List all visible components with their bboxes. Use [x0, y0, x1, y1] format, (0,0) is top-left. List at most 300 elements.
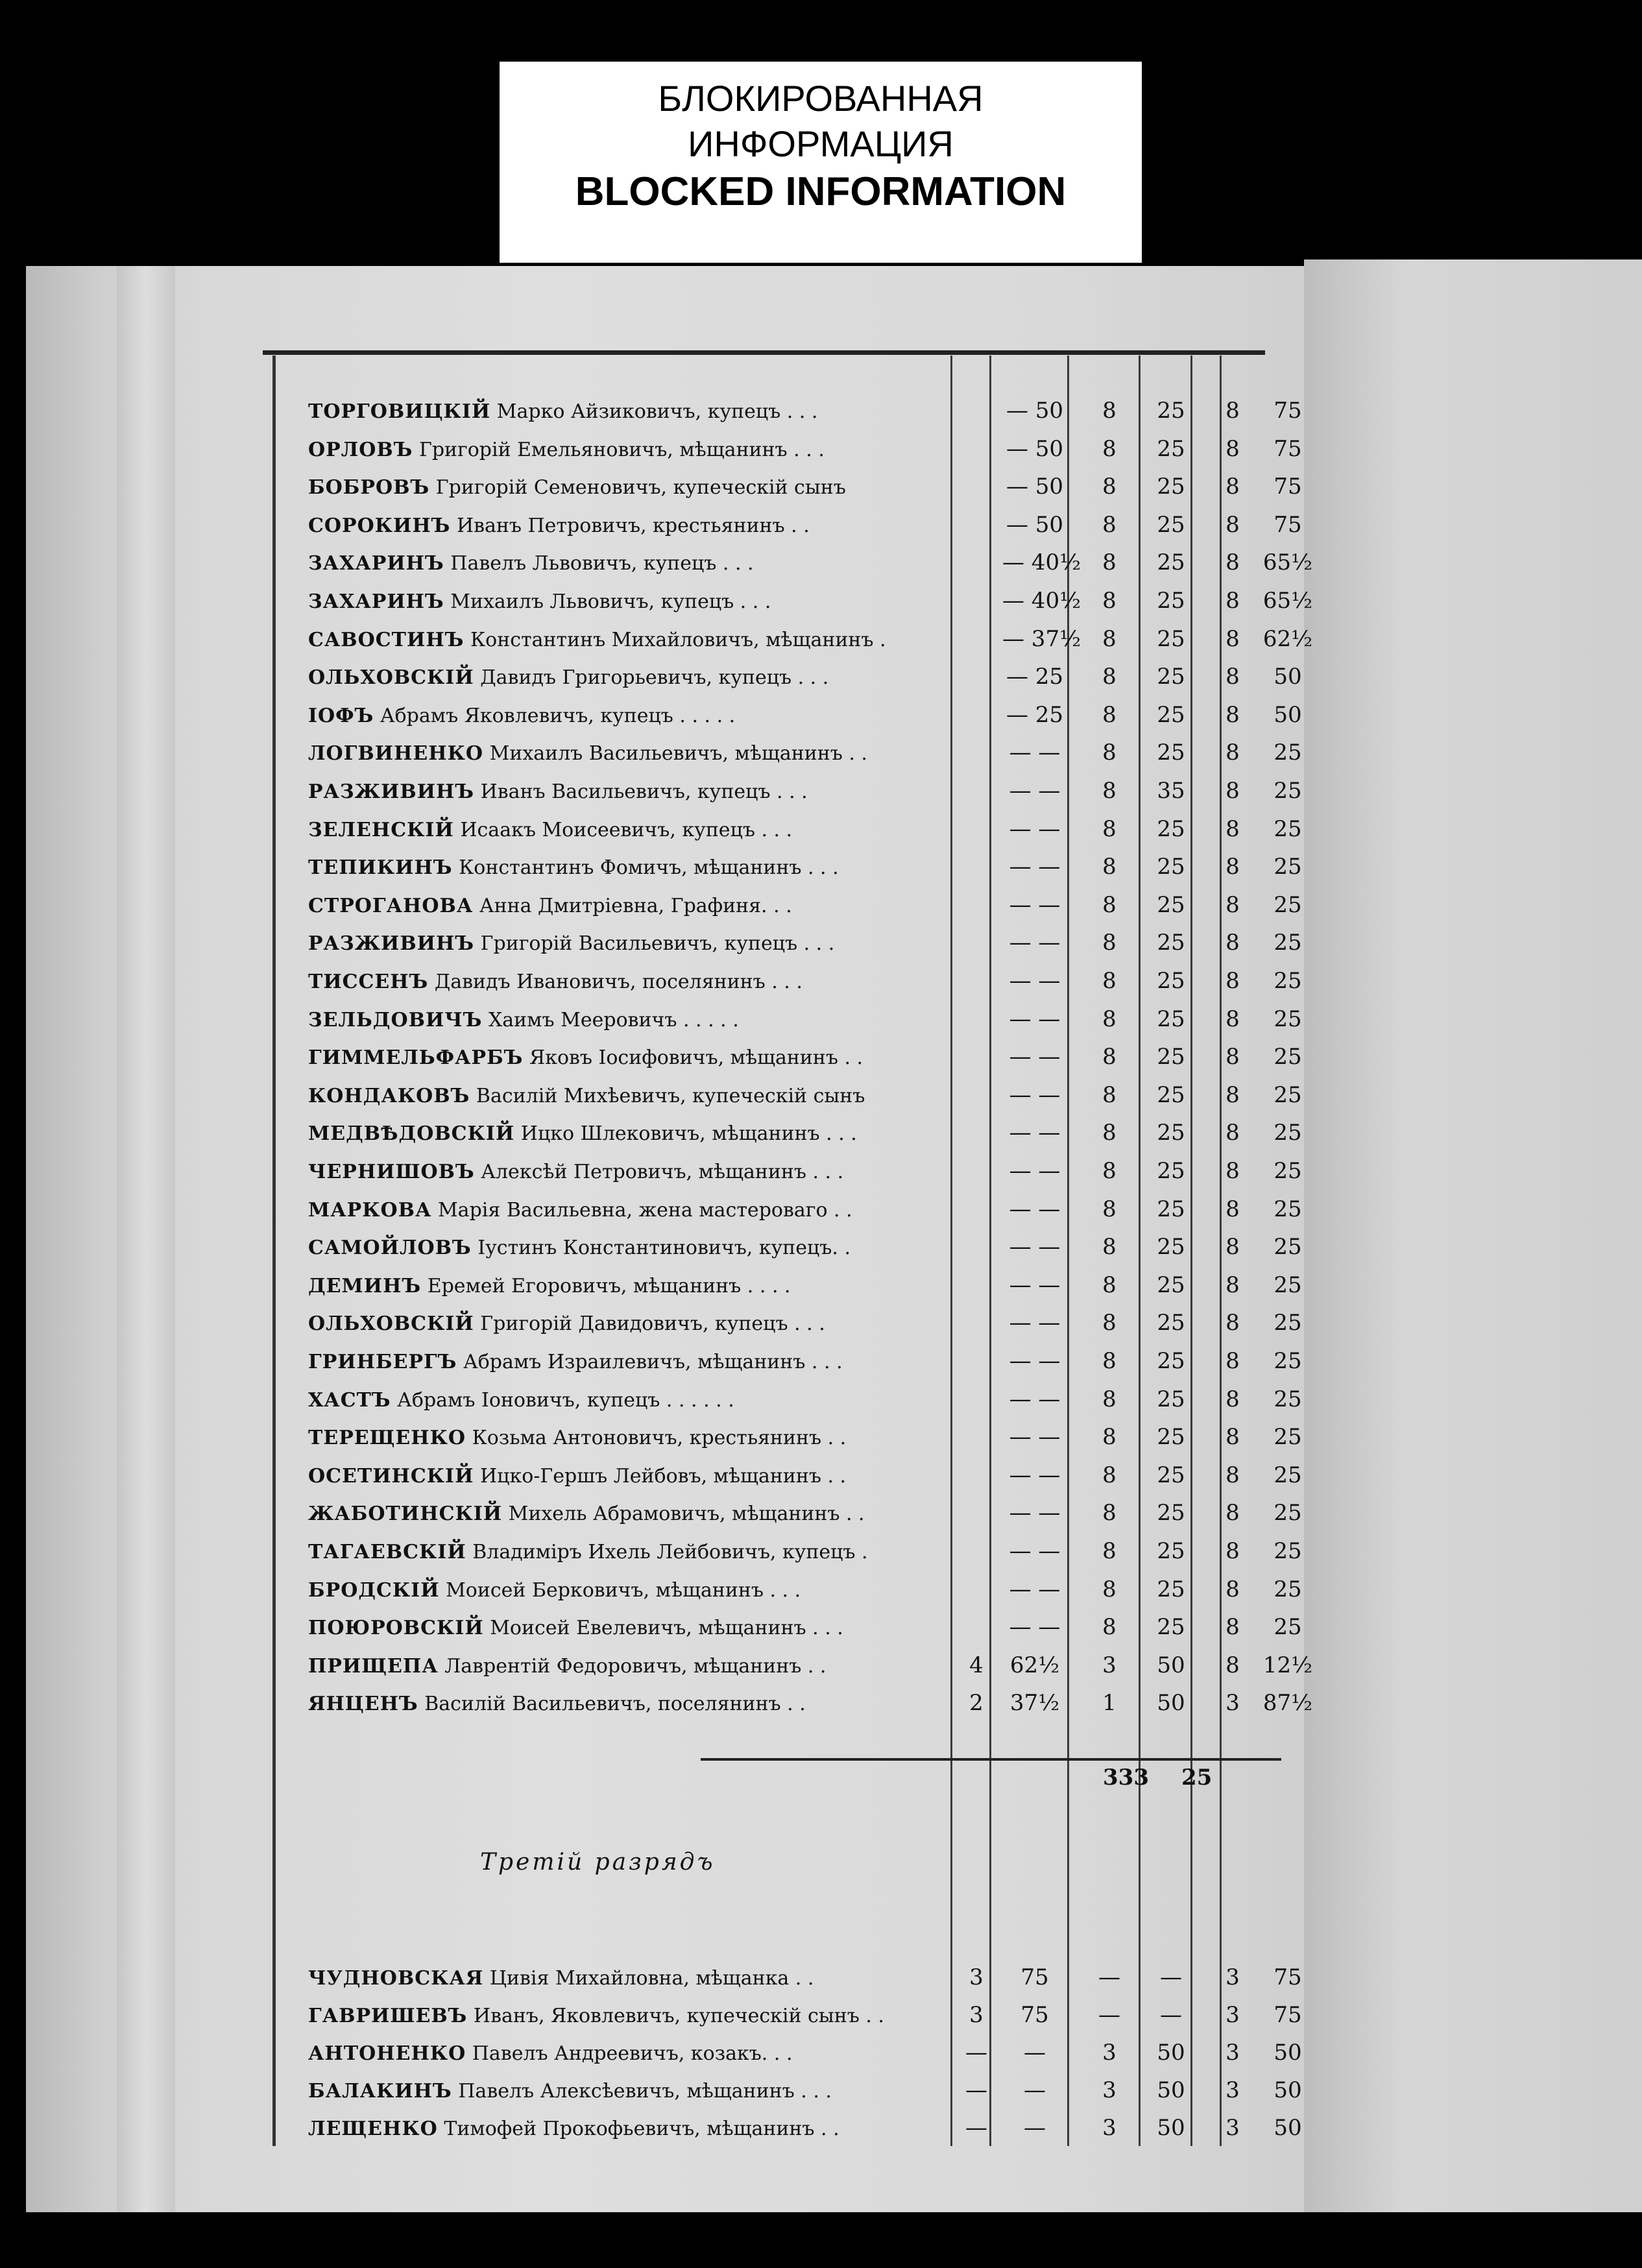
amount-cell-c4: 25 — [1157, 625, 1185, 652]
amount-cell-c2: — — [1024, 2077, 1046, 2103]
person-details: Давидъ Ивановичъ, поселянинъ . . . — [434, 971, 803, 993]
amount-cell-c1: 4 — [969, 1652, 984, 1678]
surname: АНТОНЕНКО — [308, 2042, 466, 2065]
person-details: Василій Михѣевичъ, купеческій сынъ — [476, 1084, 865, 1107]
amount-cell-c3: 8 — [1102, 930, 1117, 956]
amount-cell-c4: — — [1160, 1964, 1182, 1990]
amount-cell-c5: 8 — [1225, 1196, 1240, 1222]
amount-cell-c2: — 25 — [1006, 701, 1064, 728]
person-details: Хаимъ Мееровичъ . . . . . — [488, 1008, 739, 1031]
amount-cell-c4: 25 — [1157, 854, 1185, 880]
surname: ЗАХАРИНЪ — [308, 590, 444, 613]
table-row — [308, 1533, 1302, 1569]
person-entry — [308, 2005, 884, 2027]
table-row — [308, 431, 1302, 467]
left-rule — [272, 356, 276, 2146]
person-entry — [308, 705, 735, 727]
amount-cell-c4: 50 — [1157, 2040, 1185, 2066]
surname: БАЛАКИНЪ — [308, 2080, 452, 2103]
amount-cell-c3: 1 — [1102, 1690, 1117, 1717]
amount-cell-c3: 8 — [1102, 625, 1117, 652]
amount-cell-c4: 25 — [1157, 1006, 1185, 1032]
amount-cell-c3: 8 — [1102, 664, 1117, 690]
amount-cell-c5: 8 — [1225, 930, 1240, 956]
amount-cell-c3: 8 — [1102, 398, 1117, 424]
person-entry — [308, 629, 886, 651]
amount-cell-c2: 75 — [1020, 1964, 1049, 1990]
amount-cell-c5: 8 — [1225, 1234, 1240, 1261]
person-details: Абрамъ Іоновичъ, купецъ . . . . . . — [397, 1388, 734, 1412]
amount-cell-c5: 3 — [1225, 2077, 1240, 2103]
person-details: Григорій Семеновичъ, купеческій сынъ — [435, 476, 846, 500]
person-entry — [308, 819, 792, 841]
table-row — [308, 1153, 1302, 1189]
amount-cell-c6: 65½ — [1262, 588, 1313, 614]
surname: ГИММЕЛЬФАРБЪ — [308, 1046, 524, 1070]
amount-cell-c5: 8 — [1225, 1158, 1240, 1184]
amount-cell-c3: 8 — [1102, 701, 1117, 728]
amount-cell-c6: 75 — [1274, 398, 1302, 424]
table-row — [308, 734, 1302, 771]
table-row — [308, 1267, 1302, 1303]
person-entry — [308, 1085, 865, 1107]
amount-cell-c2: — — — [1009, 1158, 1061, 1184]
amount-cell-c2: — — — [1009, 1424, 1061, 1451]
amount-cell-c4: 25 — [1157, 1538, 1185, 1564]
surname: ЛЕЩЕНКО — [308, 2117, 438, 2140]
table-row — [308, 1115, 1302, 1151]
amount-cell-c6: 25 — [1274, 1462, 1302, 1488]
amount-cell-c4: 50 — [1157, 1690, 1185, 1717]
person-details: Константинъ Михайловичъ, мѣщанинъ . — [470, 628, 886, 651]
amount-cell-c6: 50 — [1274, 664, 1302, 690]
amount-cell-c6: 50 — [1274, 2115, 1302, 2141]
amount-cell-c5: 8 — [1225, 740, 1240, 766]
amount-cell-c4: 25 — [1157, 1081, 1185, 1108]
amount-cell-c2: — — — [1009, 740, 1061, 766]
person-details: Яковъ Іосифовичъ, мѣщанинъ . . — [529, 1046, 863, 1070]
amount-cell-c5: 3 — [1225, 2040, 1240, 2066]
person-entry — [308, 1693, 806, 1715]
amount-cell-c4: 50 — [1157, 2115, 1185, 2141]
amount-cell-c5: 8 — [1225, 1576, 1240, 1602]
person-details: Григорій Васильевичъ, купецъ . . . — [480, 932, 835, 956]
top-rule — [263, 350, 1265, 355]
table-row — [308, 1001, 1302, 1037]
table-row — [308, 658, 1302, 695]
person-details: Анна Дмитріевна, Графиня. . . — [479, 894, 792, 917]
table-row — [308, 887, 1302, 923]
person-details: Иванъ, Яковлевичъ, купеческій сынъ . . — [473, 2005, 884, 2027]
amount-cell-c6: 50 — [1274, 2077, 1302, 2103]
surname: ХАСТЪ — [308, 1388, 391, 1412]
amount-cell-c3: 8 — [1102, 968, 1117, 994]
person-entry — [308, 1237, 851, 1259]
amount-cell-c3: 8 — [1102, 1500, 1117, 1526]
person-entry — [308, 1275, 791, 1297]
amount-cell-c2: — 40½ — [1002, 588, 1081, 614]
amount-cell-c2: — 50 — [1006, 435, 1064, 462]
amount-cell-c6: 87½ — [1262, 1690, 1313, 1717]
person-details: Давидъ Григорьевичъ, купецъ . . . — [480, 666, 829, 690]
amount-cell-c2: — — — [1009, 1044, 1061, 1070]
surname: ОСЕТИНСКІЙ — [308, 1464, 474, 1488]
amount-cell-c4: 25 — [1157, 701, 1185, 728]
amount-cell-c2: — — — [1009, 1196, 1061, 1222]
amount-cell-c2: — — — [1009, 1348, 1061, 1374]
surname: ОЛЬХОВСКІЙ — [308, 1312, 474, 1336]
amount-cell-c6: 25 — [1274, 1538, 1302, 1564]
amount-cell-c5: 8 — [1225, 778, 1240, 804]
person-details: Іустинъ Константиновичъ, купецъ. . — [477, 1237, 851, 1260]
amount-cell-c4: 25 — [1157, 1614, 1185, 1641]
amount-cell-c5: 3 — [1225, 2115, 1240, 2141]
table-row — [308, 1571, 1302, 1608]
amount-cell-c3: 8 — [1102, 778, 1117, 804]
amount-cell-c6: 50 — [1274, 701, 1302, 728]
person-details: Абрамъ Израилевичъ, мѣщанинъ . . . — [463, 1351, 843, 1373]
amount-cell-c4: 25 — [1157, 740, 1185, 766]
table-row — [308, 2072, 1302, 2108]
amount-cell-c4: 25 — [1157, 968, 1185, 994]
person-entry — [308, 476, 846, 499]
person-details: Козьма Антоновичъ, крестьянинъ . . — [472, 1427, 847, 1450]
surname: ЗЕЛЕНСКІЙ — [308, 818, 454, 841]
blocked-label-line1: БЛОКИРОВАННАЯ — [658, 78, 984, 119]
table-row — [308, 849, 1302, 885]
person-entry — [308, 1046, 863, 1069]
person-details: Григорій Емельяновичъ, мѣщанинъ . . . — [418, 438, 825, 461]
table-row — [308, 1381, 1302, 1418]
amount-cell-c5: 8 — [1225, 664, 1240, 690]
amount-cell-c6: 25 — [1274, 1120, 1302, 1146]
blocked-label-line3: BLOCKED INFORMATION — [575, 169, 1067, 214]
amount-cell-c2: — 37½ — [1002, 625, 1081, 652]
amount-cell-c2: — — — [1009, 1120, 1061, 1146]
person-entry — [308, 1351, 843, 1373]
amount-cell-c6: 25 — [1274, 1234, 1302, 1261]
blocked-information-label — [500, 62, 1142, 263]
person-details: Ицко-Гершъ Лейбовъ, мѣщанинъ . . — [479, 1464, 847, 1488]
amount-cell-c2: 37½ — [1009, 1690, 1060, 1717]
amount-cell-c3: 8 — [1102, 1538, 1117, 1564]
amount-cell-c4: 25 — [1157, 1196, 1185, 1222]
amount-cell-c2: — 25 — [1006, 664, 1064, 690]
person-details: Иванъ Васильевичъ, купецъ . . . — [480, 780, 808, 803]
person-details: Владиміръ Ихель Лейбовичъ, купецъ . — [472, 1541, 868, 1563]
amount-cell-c5: 8 — [1225, 968, 1240, 994]
person-entry — [308, 552, 754, 575]
amount-cell-c6: 65½ — [1262, 549, 1313, 576]
amount-cell-c5: 8 — [1225, 474, 1240, 500]
person-entry — [308, 1122, 857, 1145]
amount-cell-c5: 8 — [1225, 1500, 1240, 1526]
amount-cell-c5: 8 — [1225, 1310, 1240, 1336]
blocked-label-line2: ИНФОРМАЦИЯ — [688, 123, 954, 164]
amount-cell-c6: 25 — [1274, 854, 1302, 880]
amount-cell-c2: — — — [1009, 1006, 1061, 1032]
amount-cell-c4: 25 — [1157, 1386, 1185, 1412]
amount-cell-c3: 8 — [1102, 1576, 1117, 1602]
surname: ГАВРИШЕВЪ — [308, 2005, 468, 2027]
amount-cell-c5: 8 — [1225, 815, 1240, 842]
amount-cell-c5: 8 — [1225, 549, 1240, 576]
amount-cell-c5: 8 — [1225, 1272, 1240, 1298]
person-details: Тимофей Прокофьевичъ, мѣщанинъ . . — [444, 2117, 839, 2140]
person-entry — [308, 2117, 839, 2140]
surname: ЗАХАРИНЪ — [308, 552, 444, 575]
amount-cell-c3: 8 — [1102, 1196, 1117, 1222]
amount-cell-c3: 8 — [1102, 511, 1117, 538]
amount-cell-c6: 75 — [1274, 1964, 1302, 1990]
amount-cell-c3: — — [1098, 1964, 1120, 1990]
surname: ЧЕРНИШОВЪ — [308, 1161, 475, 1183]
table-row — [308, 697, 1302, 733]
amount-cell-c5: 8 — [1225, 1120, 1240, 1146]
amount-cell-c3: 3 — [1102, 1652, 1117, 1678]
amount-cell-c5: 3 — [1225, 2002, 1240, 2028]
amount-cell-c4: 25 — [1157, 891, 1185, 918]
person-details: Моисей Евелевичъ, мѣщанинъ . . . — [490, 1617, 843, 1640]
amount-cell-c6: 25 — [1274, 740, 1302, 766]
table-row — [308, 1457, 1302, 1493]
person-entry — [308, 1655, 826, 1678]
amount-cell-c2: — — — [1009, 1614, 1061, 1641]
amount-cell-c6: 62½ — [1262, 625, 1313, 652]
amount-cell-c1: — — [965, 2077, 987, 2103]
amount-cell-c4: 25 — [1157, 1348, 1185, 1374]
amount-cell-c5: 8 — [1225, 1652, 1240, 1678]
amount-cell-c3: 8 — [1102, 1272, 1117, 1298]
amount-cell-c6: 25 — [1274, 815, 1302, 842]
surname: ЛОГВИНЕНКО — [308, 742, 484, 766]
amount-cell-c2: — — — [1009, 1310, 1061, 1336]
table-row — [308, 811, 1302, 847]
person-details: Марія Васильевна, жена мастероваго . . — [437, 1198, 852, 1222]
person-entry — [308, 1617, 843, 1639]
adjacent-handwritten-sheet — [1304, 259, 1642, 2212]
amount-cell-c4: 50 — [1157, 1652, 1185, 1678]
surname: ОРЛОВЪ — [308, 438, 413, 461]
amount-cell-c4: 25 — [1157, 1234, 1185, 1261]
amount-cell-c4: 25 — [1157, 815, 1185, 842]
table-row — [308, 1647, 1313, 1683]
amount-cell-c3: 8 — [1102, 740, 1117, 766]
amount-cell-c5: 8 — [1225, 1614, 1240, 1641]
surname: СТРОГАНОВА — [308, 894, 474, 917]
surname: БОБРОВЪ — [308, 476, 430, 500]
surname: ЖАБОТИНСКІЙ — [308, 1502, 503, 1526]
amount-cell-c2: — — [1024, 2115, 1046, 2141]
amount-cell-c5: 8 — [1225, 588, 1240, 614]
table-row — [308, 963, 1302, 999]
person-entry — [308, 1465, 846, 1488]
table-row — [308, 1959, 1302, 1996]
amount-cell-c6: 25 — [1274, 891, 1302, 918]
person-details: Павелъ Львовичъ, купецъ . . . — [450, 552, 754, 575]
amount-cell-c4: 25 — [1157, 1500, 1185, 1526]
person-entry — [308, 1312, 825, 1335]
amount-cell-c3: 8 — [1102, 1158, 1117, 1184]
surname: ТЕРЕЩЕНКО — [308, 1427, 466, 1450]
person-details: Иванъ Петровичъ, крестьянинъ . . — [456, 514, 810, 537]
amount-cell-c3: 8 — [1102, 474, 1117, 500]
amount-cell-c6: 75 — [1274, 474, 1302, 500]
section-title: Третій разрядъ — [480, 1849, 716, 1876]
amount-cell-c4: 25 — [1157, 664, 1185, 690]
sum-rule — [701, 1758, 1281, 1761]
amount-cell-c3: 8 — [1102, 1462, 1117, 1488]
person-details: Михаилъ Львовичъ, купецъ . . . — [450, 590, 771, 613]
amount-cell-c5: 8 — [1225, 511, 1240, 538]
amount-cell-c6: 25 — [1274, 1310, 1302, 1336]
surname: ГРИНБЕРГЪ — [308, 1351, 457, 1373]
amount-cell-c6: 25 — [1274, 1044, 1302, 1070]
amount-cell-c5: 8 — [1225, 1081, 1240, 1108]
amount-cell-c2: — — — [1009, 1576, 1061, 1602]
amount-cell-c2: — — — [1009, 854, 1061, 880]
surname: РАЗЖИВИНЪ — [308, 780, 475, 803]
amount-cell-c5: 3 — [1225, 1690, 1240, 1717]
amount-cell-c3: 8 — [1102, 1006, 1117, 1032]
table-row — [308, 924, 1302, 961]
amount-cell-c2: — — — [1009, 1500, 1061, 1526]
table-row — [308, 507, 1302, 543]
amount-cell-c4: 25 — [1157, 1044, 1185, 1070]
amount-cell-c6: 25 — [1274, 1272, 1302, 1298]
table-row — [308, 1495, 1302, 1531]
amount-cell-c5: 8 — [1225, 1044, 1240, 1070]
amount-cell-c2: — 40½ — [1002, 549, 1081, 576]
amount-cell-c3: 3 — [1102, 2040, 1117, 2066]
surname: СОРОКИНЪ — [308, 514, 451, 537]
person-entry — [308, 590, 771, 613]
surname: ТАГАЕВСКІЙ — [308, 1541, 466, 1563]
table-row — [308, 2034, 1302, 2071]
table-row — [308, 1229, 1302, 1265]
amount-cell-c6: 75 — [1274, 435, 1302, 462]
total-rubles: 333 — [1103, 1765, 1149, 1791]
surname: ЯНЦЕНЪ — [308, 1693, 418, 1716]
amount-cell-c4: 25 — [1157, 1272, 1185, 1298]
person-entry — [308, 932, 834, 955]
amount-cell-c3: 8 — [1102, 435, 1117, 462]
amount-cell-c6: 25 — [1274, 1424, 1302, 1451]
person-entry — [308, 1161, 843, 1183]
surname: ІОФЪ — [308, 704, 374, 727]
amount-cell-c4: 25 — [1157, 435, 1185, 462]
amount-cell-c5: 3 — [1225, 1964, 1240, 1990]
amount-cell-c4: 25 — [1157, 588, 1185, 614]
person-entry — [308, 780, 808, 803]
table-row — [308, 583, 1313, 619]
amount-cell-c1: — — [965, 2040, 987, 2066]
amount-cell-c4: 25 — [1157, 1310, 1185, 1336]
amount-cell-c2: — — — [1009, 778, 1061, 804]
amount-cell-c6: 25 — [1274, 1386, 1302, 1412]
amount-cell-c1: 3 — [969, 2002, 984, 2028]
amount-cell-c3: 8 — [1102, 1614, 1117, 1641]
amount-cell-c3: 8 — [1102, 588, 1117, 614]
amount-cell-c2: — — — [1009, 891, 1061, 918]
surname: БРОДСКІЙ — [308, 1578, 440, 1602]
amount-cell-c6: 25 — [1274, 1614, 1302, 1641]
table-row — [308, 1685, 1313, 1721]
person-entry — [308, 856, 839, 879]
person-details: Исаакъ Моисеевичъ, купецъ . . . — [460, 818, 793, 841]
amount-cell-c2: — — — [1009, 1234, 1061, 1261]
person-details: Василій Васильевичъ, поселянинъ . . — [424, 1693, 806, 1716]
amount-cell-c2: — — — [1009, 1386, 1061, 1412]
amount-cell-c3: 8 — [1102, 854, 1117, 880]
amount-cell-c6: 25 — [1274, 1081, 1302, 1108]
table-row — [308, 1191, 1302, 1227]
amount-cell-c1: 3 — [969, 1964, 984, 1990]
person-entry — [308, 514, 810, 537]
amount-cell-c4: 25 — [1157, 1462, 1185, 1488]
person-details: Павелъ Андреевичъ, козакъ. . . — [472, 2042, 793, 2065]
amount-cell-c6: 25 — [1274, 1196, 1302, 1222]
amount-cell-c5: 8 — [1225, 891, 1240, 918]
amount-cell-c4: 25 — [1157, 1576, 1185, 1602]
person-entry — [308, 2042, 793, 2065]
person-entry — [308, 666, 828, 689]
total-kopecks: 25 — [1181, 1765, 1213, 1791]
amount-cell-c3: 8 — [1102, 815, 1117, 842]
person-details: Ицко Шлековичъ, мѣщанинъ . . . — [520, 1122, 857, 1146]
surname: ЗЕЛЬДОВИЧЪ — [308, 1008, 483, 1031]
amount-cell-c6: 25 — [1274, 1348, 1302, 1374]
amount-cell-c3: 8 — [1102, 1120, 1117, 1146]
table-row — [308, 773, 1302, 809]
amount-cell-c2: 62½ — [1009, 1652, 1060, 1678]
table-row — [308, 1997, 1302, 2033]
amount-cell-c6: 12½ — [1262, 1652, 1313, 1678]
person-details: Марко Айзиковичъ, купецъ . . . — [496, 400, 818, 423]
amount-cell-c3: 3 — [1102, 2077, 1117, 2103]
person-details: Константинъ Фомичъ, мѣщанинъ . . . — [459, 856, 839, 880]
amount-cell-c3: — — [1098, 2002, 1120, 2028]
amount-cell-c5: 8 — [1225, 435, 1240, 462]
person-details: Абрамъ Яковлевичъ, купецъ . . . . . — [380, 704, 736, 727]
amount-cell-c4: 25 — [1157, 549, 1185, 576]
person-entry — [308, 1541, 868, 1563]
person-entry — [308, 895, 792, 917]
person-details: Еремей Егоровичъ, мѣщанинъ . . . . — [427, 1274, 791, 1297]
amount-cell-c4: 25 — [1157, 1158, 1185, 1184]
person-details: Михаилъ Васильевичъ, мѣщанинъ . . — [489, 742, 867, 766]
person-entry — [308, 1502, 865, 1525]
surname: КОНДАКОВЪ — [308, 1084, 470, 1107]
person-details: Цивія Михайловна, мѣщанка . . — [489, 1967, 814, 1990]
amount-cell-c4: 25 — [1157, 398, 1185, 424]
amount-cell-c2: — 50 — [1006, 398, 1064, 424]
amount-cell-c2: — — [1024, 2040, 1046, 2066]
amount-cell-c4: 50 — [1157, 2077, 1185, 2103]
amount-cell-c6: 25 — [1274, 930, 1302, 956]
amount-cell-c5: 8 — [1225, 854, 1240, 880]
amount-cell-c3: 8 — [1102, 1310, 1117, 1336]
amount-cell-c1: 2 — [969, 1690, 984, 1717]
surname: ОЛЬХОВСКІЙ — [308, 666, 474, 690]
amount-cell-c4: 25 — [1157, 474, 1185, 500]
surname: ТИССЕНЪ — [308, 971, 429, 993]
amount-cell-c2: — — — [1009, 968, 1061, 994]
amount-cell-c6: 25 — [1274, 778, 1302, 804]
amount-cell-c3: 8 — [1102, 1424, 1117, 1451]
surname: ПРИЩЕПА — [308, 1654, 439, 1678]
person-entry — [308, 2080, 832, 2103]
